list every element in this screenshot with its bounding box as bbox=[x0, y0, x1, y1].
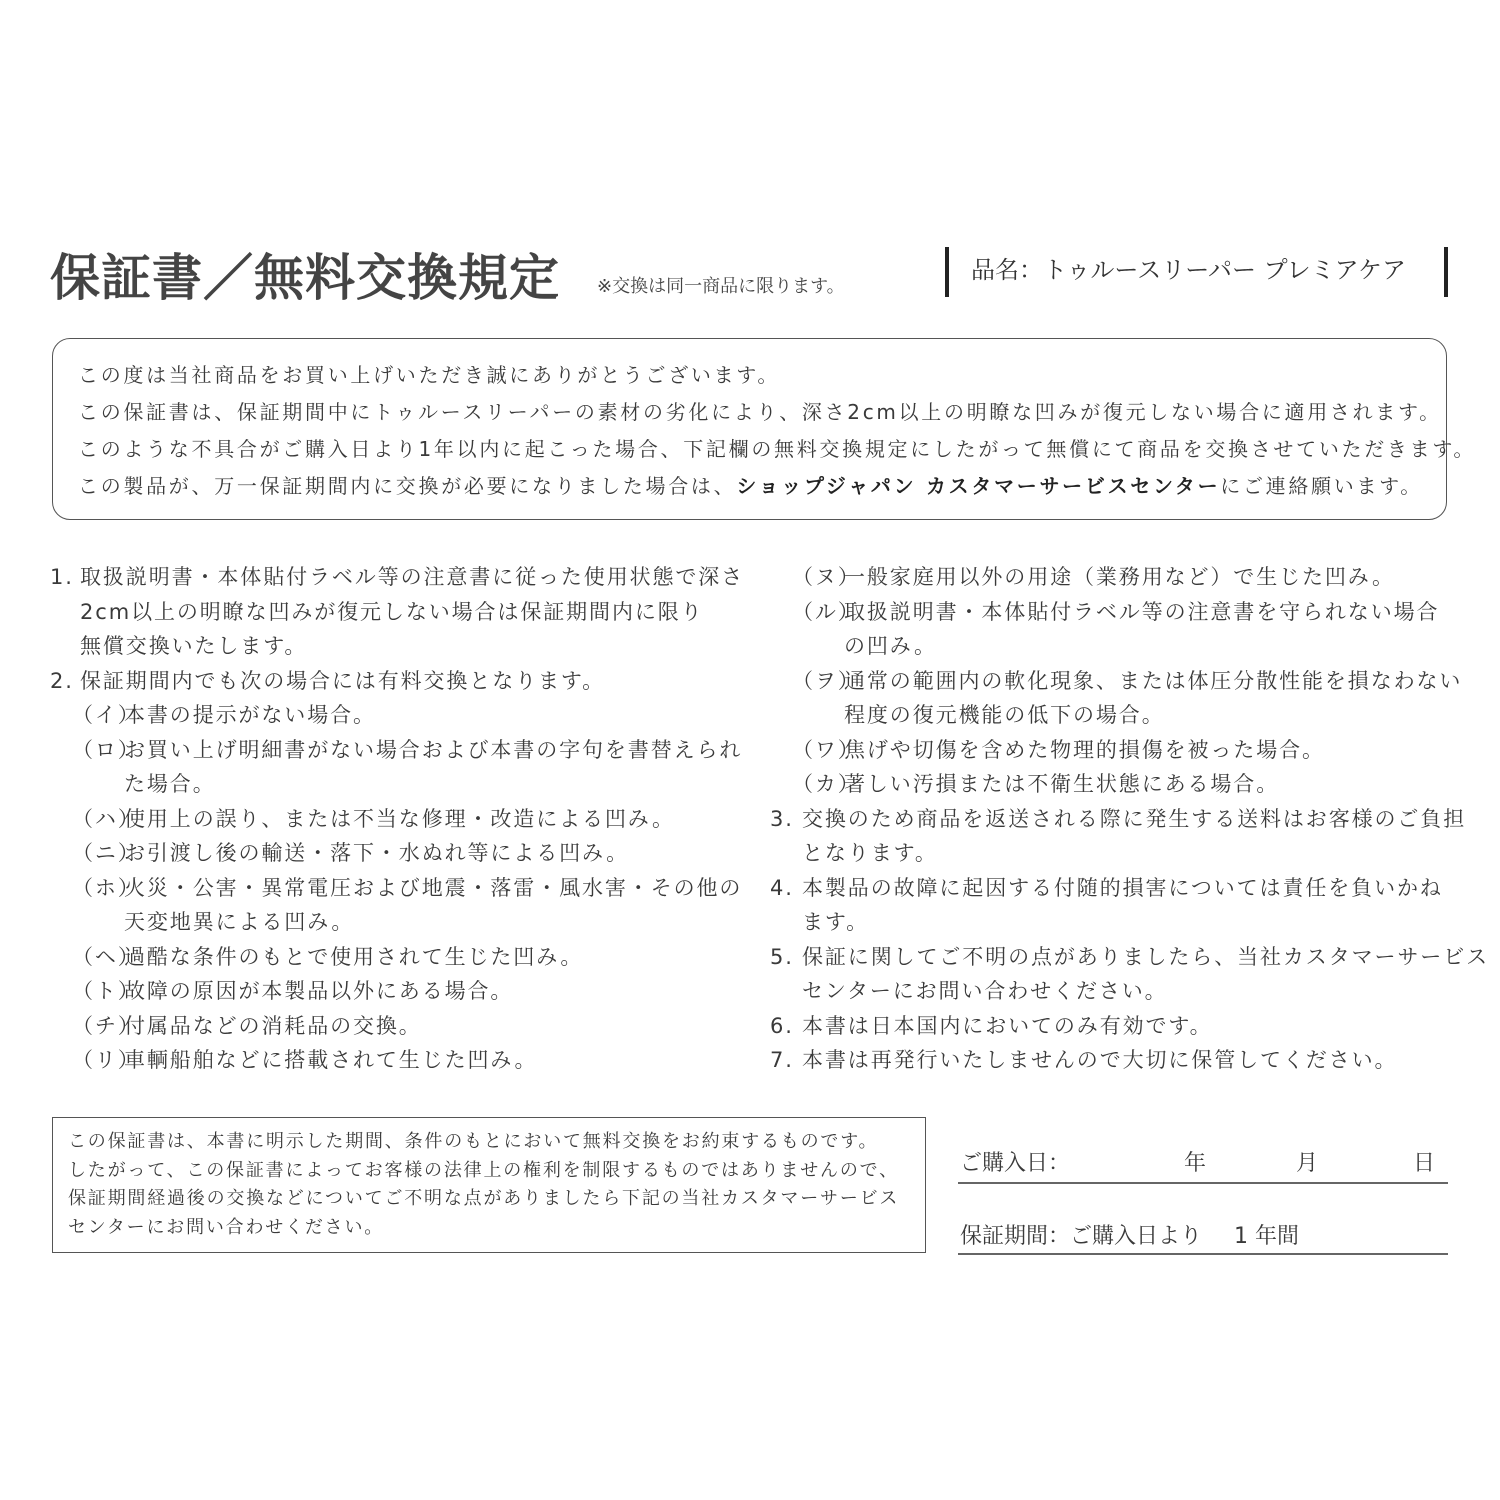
intro-line: このような不具合がご購入日より1年以内に起こった場合、下記欄の無料交換規定にしたがって無償にて商品を交換させていただきます。 bbox=[78, 437, 1477, 461]
purchase-date-label: ご購入日： bbox=[960, 1151, 1071, 1176]
term-item bbox=[50, 940, 744, 975]
item-marker: 3. bbox=[770, 806, 794, 831]
disclaimer-line: センターにお問い合わせください。 bbox=[68, 1216, 385, 1238]
item-line: 本書は再発行いたしませんので大切に保管してください。 bbox=[802, 1048, 1398, 1072]
term-item bbox=[770, 1009, 1489, 1044]
item-line: お引渡し後の輸送・落下・水ぬれ等による凹み。 bbox=[124, 841, 630, 865]
item-marker: （ロ） bbox=[72, 737, 141, 762]
term-item bbox=[50, 664, 744, 699]
item-marker: （ホ） bbox=[72, 875, 141, 900]
term-item bbox=[770, 871, 1489, 940]
item-marker: （イ） bbox=[72, 703, 141, 727]
item-line: ます。 bbox=[802, 910, 870, 934]
item-line: 焦げや切傷を含めた物理的損傷を被った場合。 bbox=[844, 737, 1325, 762]
item-line: センターにお問い合わせください。 bbox=[802, 979, 1168, 1003]
warranty-label: 保証期間：ご購入日より bbox=[960, 1224, 1203, 1249]
intro-line: この度は当社商品をお買い上げいただき誠にありがとうございます。 bbox=[78, 363, 781, 387]
year-label: 年 bbox=[1184, 1151, 1207, 1176]
item-marker: 5. bbox=[770, 944, 794, 969]
item-marker: （ハ） bbox=[72, 806, 141, 831]
item-line: 2cm以上の明瞭な凹みが復元しない場合は保証期間内に限り bbox=[80, 599, 704, 624]
disclaimer-line: したがって、この保証書によってお客様の法律上の権利を制限するものではありませんので、 bbox=[68, 1159, 899, 1181]
term-item bbox=[50, 1009, 744, 1044]
item-line: 火災・公害・異常電圧および地震・落雷・風水害・その他の bbox=[124, 875, 743, 900]
item-line: 無償交換いたします。 bbox=[80, 634, 308, 658]
item-line: 保証に関してご不明の点がありましたら、当社カスタマーサービス bbox=[802, 944, 1489, 969]
term-item bbox=[770, 664, 1489, 733]
month-label: 月 bbox=[1296, 1151, 1319, 1176]
item-line: 故障の原因が本製品以外にある場合。 bbox=[124, 979, 514, 1003]
term-item bbox=[770, 940, 1489, 1009]
item-line: た場合。 bbox=[124, 772, 216, 796]
item-marker: 6. bbox=[770, 1013, 794, 1038]
item-line: 過酷な条件のもとで使用されて生じた凹み。 bbox=[124, 944, 584, 969]
term-item bbox=[50, 836, 744, 871]
day-label: 日 bbox=[1413, 1151, 1436, 1176]
item-marker: （リ） bbox=[72, 1048, 141, 1072]
intro-box bbox=[52, 338, 1477, 520]
term-item bbox=[50, 1043, 744, 1078]
term-item bbox=[50, 802, 744, 837]
item-line: 本書は日本国内においてのみ有効です。 bbox=[802, 1013, 1213, 1038]
item-line: 天変地異による凹み。 bbox=[124, 910, 355, 934]
term-item bbox=[770, 595, 1489, 664]
disclaimer-line: この保証書は、本書に明示した期間、条件のもとにおいて無料交換をお約束するものです。 bbox=[68, 1131, 879, 1152]
item-line: 一般家庭用以外の用途（業務用など）で生じた凹み。 bbox=[844, 565, 1395, 589]
item-marker: （チ） bbox=[72, 1013, 141, 1038]
item-marker: （ヲ） bbox=[792, 668, 861, 693]
disclaimer-box bbox=[52, 1117, 926, 1253]
term-item bbox=[50, 560, 744, 664]
item-marker: （ワ） bbox=[792, 737, 861, 762]
item-line: 程度の復元機能の低下の場合。 bbox=[844, 703, 1165, 727]
item-marker: （ル） bbox=[792, 599, 861, 624]
warranty-period: 1 年間 bbox=[1234, 1224, 1299, 1249]
item-line: 本書の提示がない場合。 bbox=[124, 703, 376, 727]
item-line: 付属品などの消耗品の交換。 bbox=[124, 1013, 422, 1038]
item-line: の凹み。 bbox=[844, 634, 937, 658]
term-item bbox=[770, 802, 1489, 871]
item-line: 使用上の誤り、または不当な修理・改造による凹み。 bbox=[124, 806, 675, 831]
item-line: 保証期間内でも次の場合には有料交換となります。 bbox=[80, 668, 606, 693]
item-line: 取扱説明書・本体貼付ラベル等の注意書を守られない場合 bbox=[844, 599, 1440, 624]
item-marker: 4. bbox=[770, 875, 794, 900]
product-name: 品名：トゥルースリーパー プレミアケア bbox=[945, 247, 1448, 297]
term-item bbox=[50, 871, 744, 940]
term-item bbox=[770, 1043, 1489, 1078]
disclaimer-line: 保証期間経過後の交換などについてご不明な点がありましたら下記の当社カスタマーサービス bbox=[68, 1188, 900, 1209]
item-marker: 1. bbox=[50, 565, 74, 589]
terms-right-column bbox=[770, 560, 1489, 1078]
item-line: お買い上げ明細書がない場合および本書の字句を書替えられ bbox=[124, 737, 743, 762]
exchange-note: ※交換は同一商品に限ります。 bbox=[597, 276, 845, 297]
item-line: 取扱説明書・本体貼付ラベル等の注意書に従った使用状態で深さ bbox=[80, 565, 745, 589]
page-title: 保証書／無料交換規定 bbox=[50, 249, 560, 307]
item-marker: （ヘ） bbox=[72, 944, 141, 969]
item-line: 通常の範囲内の軟化現象、または体圧分散性能を損なわない bbox=[844, 668, 1463, 693]
purchase-date-field[interactable] bbox=[958, 1142, 1448, 1184]
item-marker: 2. bbox=[50, 668, 74, 693]
term-item bbox=[770, 767, 1489, 802]
warranty-period-field bbox=[958, 1213, 1448, 1255]
term-item bbox=[50, 733, 744, 802]
item-marker: （カ） bbox=[792, 772, 861, 796]
terms-left-column bbox=[50, 560, 744, 1078]
item-marker: （ニ） bbox=[72, 841, 141, 865]
intro-line-pre: この製品が、万一保証期間内に交換が必要になりました場合は、 bbox=[78, 474, 737, 498]
intro-line bbox=[78, 468, 1446, 505]
item-line: 本製品の故障に起因する付随的損害については責任を負いかね bbox=[802, 875, 1443, 900]
intro-line: この保証書は、保証期間中にトゥルースリーパーの素材の劣化により、深さ2cm以上の明瞭な凹みが復元しない場合に適用されます。 bbox=[78, 400, 1442, 424]
term-item bbox=[770, 733, 1489, 768]
item-line: 著しい汚損または不衛生状態にある場合。 bbox=[844, 772, 1280, 796]
intro-line-post: にご連絡願います。 bbox=[1220, 474, 1423, 498]
item-marker: 7. bbox=[770, 1048, 794, 1072]
term-item bbox=[50, 974, 744, 1009]
customer-service-name: ショップジャパン カスタマーサービスセンター bbox=[736, 474, 1221, 498]
term-item bbox=[50, 698, 744, 733]
item-marker: （ト） bbox=[72, 979, 141, 1003]
item-line: 交換のため商品を返送される際に発生する送料はお客様のご負担 bbox=[802, 806, 1467, 831]
item-line: となります。 bbox=[802, 841, 938, 865]
item-marker: （ヌ） bbox=[792, 565, 861, 589]
term-item bbox=[770, 560, 1489, 595]
item-line: 車輌船舶などに搭載されて生じた凹み。 bbox=[124, 1048, 538, 1072]
